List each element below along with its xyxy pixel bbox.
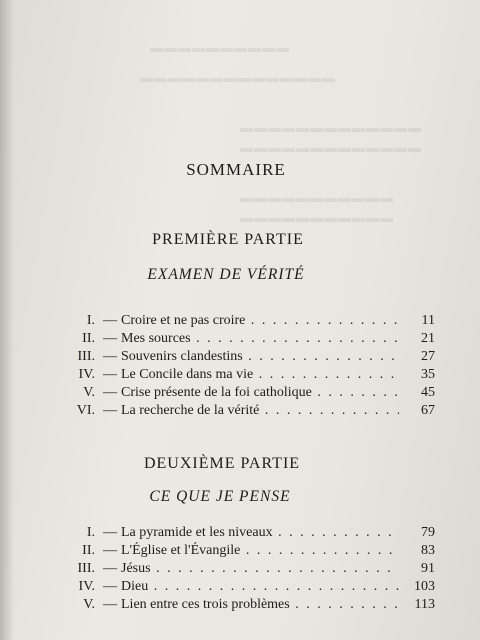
toc-entry[interactable] [40, 596, 435, 614]
page-number: 45 [421, 385, 435, 400]
chapter-number: III. [77, 561, 95, 576]
chapter-number: III. [77, 349, 95, 364]
dash: — [103, 349, 117, 364]
show-through-text: ▬▬▬▬▬▬▬▬▬▬▬▬▬ [240, 140, 422, 155]
dash: — [103, 597, 117, 612]
show-through-text: ▬▬▬▬▬▬▬▬▬▬ [150, 40, 290, 55]
chapter-title: Lien entre ces trois problèmes . . . [121, 596, 399, 614]
page-gutter-shadow [0, 0, 14, 640]
chapter-title: Crise présente de la foi catholique . . . [121, 384, 399, 402]
chapter-number: VI. [76, 403, 95, 418]
chapter-number: V. [83, 597, 95, 612]
chapter-title: L'Église et l'Évangile . . . [121, 542, 399, 560]
toc-entry[interactable] [40, 330, 435, 348]
chapter-number: V. [83, 385, 95, 400]
page-title: SOMMAIRE [186, 160, 286, 179]
toc-entry[interactable] [40, 542, 435, 560]
toc-entry[interactable] [40, 560, 435, 578]
page-number: 103 [414, 579, 435, 594]
dash: — [103, 579, 117, 594]
toc-entry[interactable] [40, 384, 435, 402]
page-number: 67 [421, 403, 435, 418]
show-through-text: ▬▬▬▬▬▬▬▬▬▬▬ [240, 190, 394, 205]
toc-entry[interactable] [40, 524, 435, 542]
chapter-title: Souvenirs clandestins . . . [121, 348, 399, 366]
toc-entry[interactable] [40, 578, 435, 596]
show-through-text: ▬▬▬▬▬▬▬▬▬▬▬ [240, 210, 394, 225]
page-number: 35 [421, 367, 435, 382]
dash: — [103, 561, 117, 576]
chapter-number: I. [86, 525, 95, 540]
toc-entry[interactable] [40, 366, 435, 384]
chapter-number: II. [82, 543, 95, 558]
chapter-title: Croire et ne pas croire . . . [121, 312, 399, 330]
toc-part-2 [40, 524, 435, 614]
page-number: 91 [421, 561, 435, 576]
toc-part-1 [40, 312, 435, 420]
dash: — [103, 525, 117, 540]
dash: — [103, 385, 117, 400]
part-1-subtitle: EXAMEN DE VÉRITÉ [147, 266, 305, 283]
chapter-title: La recherche de la vérité . . . [121, 402, 399, 420]
page-number: 113 [414, 597, 435, 612]
dash: — [103, 543, 117, 558]
chapter-number: I. [86, 313, 95, 328]
dash: — [103, 367, 117, 382]
part-2-subtitle: CE QUE JE PENSE [149, 488, 291, 505]
show-through-text: ▬▬▬▬▬▬▬▬▬▬▬▬▬▬ [140, 70, 336, 85]
chapter-title: Jésus . . . [121, 560, 399, 578]
page-number: 83 [421, 543, 435, 558]
chapter-number: IV. [78, 367, 95, 382]
chapter-number: IV. [78, 579, 95, 594]
chapter-title: Mes sources . . . [121, 330, 399, 348]
page-number: 27 [421, 349, 435, 364]
show-through-text: ▬▬▬▬▬▬▬▬▬▬▬▬▬ [240, 120, 422, 135]
toc-entry[interactable] [40, 348, 435, 366]
toc-entry[interactable] [40, 312, 435, 330]
dash: — [103, 331, 117, 346]
part-2-heading: DEUXIÈME PARTIE [143, 455, 301, 472]
page-number: 79 [421, 525, 435, 540]
dash: — [103, 313, 117, 328]
dash: — [103, 403, 117, 418]
chapter-title: Le Concile dans ma vie . . . [121, 366, 399, 384]
page-number: 11 [421, 313, 435, 328]
chapter-number: II. [82, 331, 95, 346]
part-1-heading: PREMIÈRE PARTIE [152, 231, 304, 248]
chapter-title: La pyramide et les niveaux . . . [121, 524, 399, 542]
chapter-title: Dieu . . . [121, 578, 399, 596]
toc-entry[interactable] [40, 402, 435, 420]
page-number: 21 [421, 331, 435, 346]
